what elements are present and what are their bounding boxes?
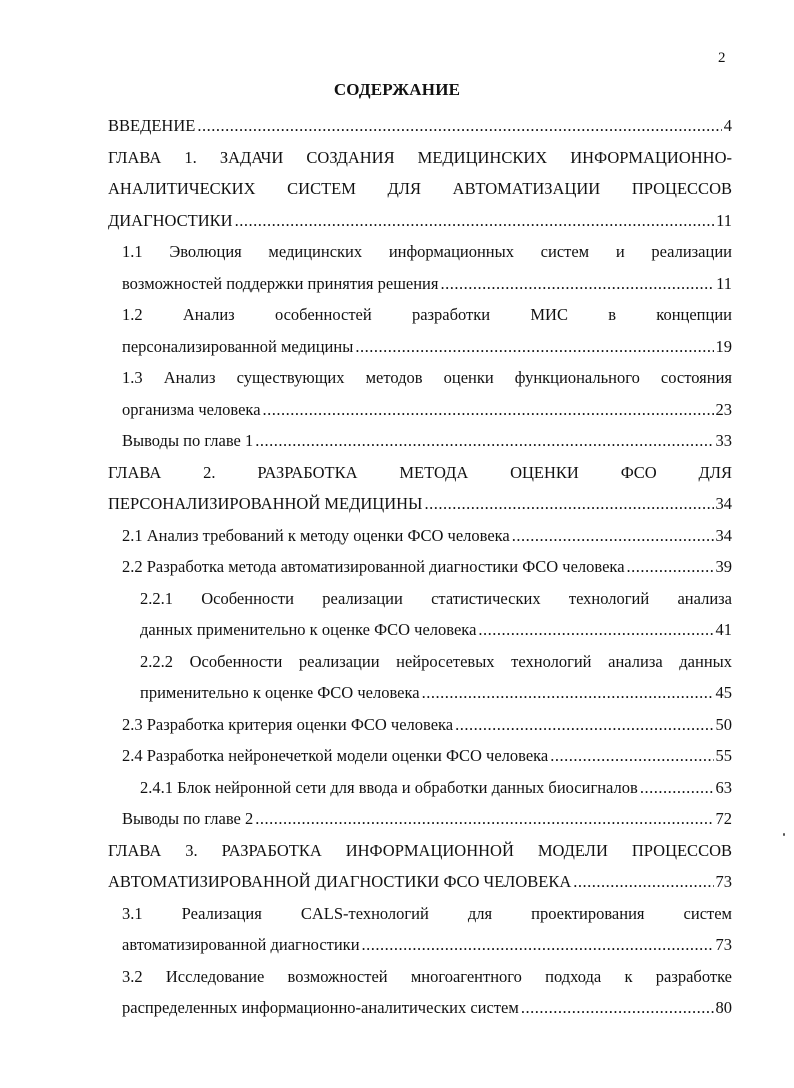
toc-entry-title-line: организма человека [122, 399, 261, 419]
toc-entry-1-1[interactable] [122, 236, 732, 299]
toc-entry-title-line: применительно к оценке ФСО человека [140, 683, 420, 702]
toc-entry-title: 2.4.1 Блок нейронной сети для ввода и обработки данных биосигналов [140, 777, 638, 797]
toc-entry-2-2-1[interactable] [140, 583, 732, 646]
toc-entry-title: 2.1 Анализ требований к методу оценки ФСО человека [122, 525, 510, 545]
toc-entry-2-1[interactable] [122, 520, 732, 552]
toc-entry-3-2[interactable] [122, 961, 732, 1024]
toc-page-number: 45 [715, 683, 732, 702]
toc-entry-title: Выводы по главе 2 [122, 809, 254, 828]
toc-entry-title: ВВЕДЕНИЕ [108, 116, 196, 135]
toc-page-number: 41 [715, 620, 732, 639]
dot-leader [640, 772, 714, 804]
page-title: СОДЕРЖАНИЕ [333, 80, 461, 99]
toc-entry-introduction[interactable] [108, 110, 732, 142]
dot-leader [424, 488, 713, 520]
toc-entry-title-line: 3.1 Реализация CALS-технологий для проектирования систем [122, 903, 732, 923]
toc-page-number: 73 [715, 872, 732, 891]
toc-entry-2-2-2[interactable] [140, 646, 732, 709]
toc-page-number: 50 [715, 714, 732, 734]
toc-page-number: 11 [716, 273, 732, 293]
toc-entry-title-line: автоматизированной диагностики [122, 935, 360, 954]
dot-leader [455, 709, 713, 741]
toc-entry-1-3[interactable] [122, 362, 732, 425]
dot-leader [627, 551, 714, 583]
toc-page-number: 55 [715, 746, 732, 765]
toc-entry-title-line: распределенных информационно-аналитических систем [122, 998, 519, 1017]
toc-entry-title: Выводы по главе 1 [122, 431, 254, 450]
dot-leader [255, 803, 713, 835]
toc-page-number: 19 [715, 336, 732, 356]
toc-entry-title-line: 1.2 Анализ особенностей разработки МИС в концепции [122, 305, 732, 324]
toc-page-number: 23 [715, 399, 732, 419]
toc-entry-title-line: АВТОМАТИЗИРОВАННОЙ ДИАГНОСТИКИ ФСО ЧЕЛОВЕКА [108, 872, 572, 891]
toc-entry-title-line: ГЛАВА 3. РАЗРАБОТКА ИНФОРМАЦИОННОЙ МОДЕЛИ ПРОЦЕССОВ [108, 840, 732, 860]
toc-entry-title-line: возможностей поддержки принятия решения [122, 273, 439, 293]
dot-leader [422, 677, 714, 709]
toc-entry-conclusions-1[interactable] [122, 425, 732, 457]
dot-leader [440, 268, 714, 300]
dot-leader [355, 331, 713, 363]
dot-leader [263, 394, 714, 426]
toc-page-number: 33 [715, 431, 732, 450]
toc-page-number: 34 [715, 525, 732, 545]
scan-artifact-dot [783, 833, 785, 836]
toc-entry-title-line: персонализированной медицины [122, 336, 354, 356]
toc-entry-title-line: данных применительно к оценке ФСО человека [140, 620, 477, 639]
toc-page-number: 39 [715, 557, 732, 576]
dot-leader [235, 205, 715, 237]
toc-entry-title-line: ПЕРСОНАЛИЗИРОВАННОЙ МЕДИЦИНЫ [108, 494, 423, 513]
toc-entry-2-2[interactable] [122, 551, 732, 583]
toc-entry-title-line: 2.2.2 Особенности реализации нейросетевых технологий анализа данных [140, 651, 732, 671]
page-number: 2 [718, 50, 726, 66]
toc-entry-title-line: ГЛАВА 2. РАЗРАБОТКА МЕТОДА ОЦЕНКИ ФСО ДЛЯ [108, 462, 732, 482]
toc-page-number: 80 [715, 998, 732, 1017]
toc-entry-title-line: АНАЛИТИЧЕСКИХ СИСТЕМ ДЛЯ АВТОМАТИЗАЦИИ ПРОЦЕССОВ [108, 179, 732, 198]
toc-entry-title: 2.2 Разработка метода автоматизированной диагностики ФСО человека [122, 557, 625, 576]
toc-entry-1-2[interactable] [122, 299, 732, 362]
toc-entry-title-line: ДИАГНОСТИКИ [108, 210, 233, 230]
dot-leader [512, 520, 714, 552]
toc-entry-2-4[interactable] [122, 740, 732, 772]
dot-leader [550, 740, 713, 772]
dot-leader [478, 614, 713, 646]
toc-entry-3-1[interactable] [122, 898, 732, 961]
toc-entry-2-3[interactable] [122, 709, 732, 741]
dot-leader [197, 110, 721, 142]
dot-leader [521, 992, 714, 1024]
toc-entry-title-line: ГЛАВА 1. ЗАДАЧИ СОЗДАНИЯ МЕДИЦИНСКИХ ИНФОРМАЦИОННО- [108, 147, 732, 167]
toc-entry-chapter-1[interactable] [108, 142, 732, 237]
toc-page-number: 72 [715, 809, 732, 828]
toc-page-number: 73 [715, 935, 732, 954]
toc-page-number: 4 [723, 116, 732, 135]
toc-entry-title-line: 1.3 Анализ существующих методов оценки функционального состояния [122, 368, 732, 387]
toc-entry-chapter-3[interactable] [108, 835, 732, 898]
toc-entry-2-4-1[interactable] [140, 772, 732, 804]
toc-page-number: 34 [715, 494, 732, 513]
toc-entry-title-line: 3.2 Исследование возможностей многоагентного подхода к разработке [122, 966, 732, 986]
toc-page-number: 11 [716, 210, 732, 230]
dot-leader [573, 866, 713, 898]
dot-leader [362, 929, 714, 961]
toc-entry-title-line: 2.2.1 Особенности реализации статистических технологий анализа [140, 588, 732, 608]
toc-entry-chapter-2[interactable] [108, 457, 732, 520]
toc-page-number: 63 [715, 777, 732, 797]
dot-leader [255, 425, 713, 457]
toc-entry-title: 2.3 Разработка критерия оценки ФСО человека [122, 714, 454, 734]
toc-entry-conclusions-2[interactable] [122, 803, 732, 835]
toc-entry-title: 2.4 Разработка нейронечеткой модели оценки ФСО человека [122, 746, 549, 765]
toc-entry-title-line: 1.1 Эволюция медицинских информационных систем и реализации [122, 242, 732, 261]
